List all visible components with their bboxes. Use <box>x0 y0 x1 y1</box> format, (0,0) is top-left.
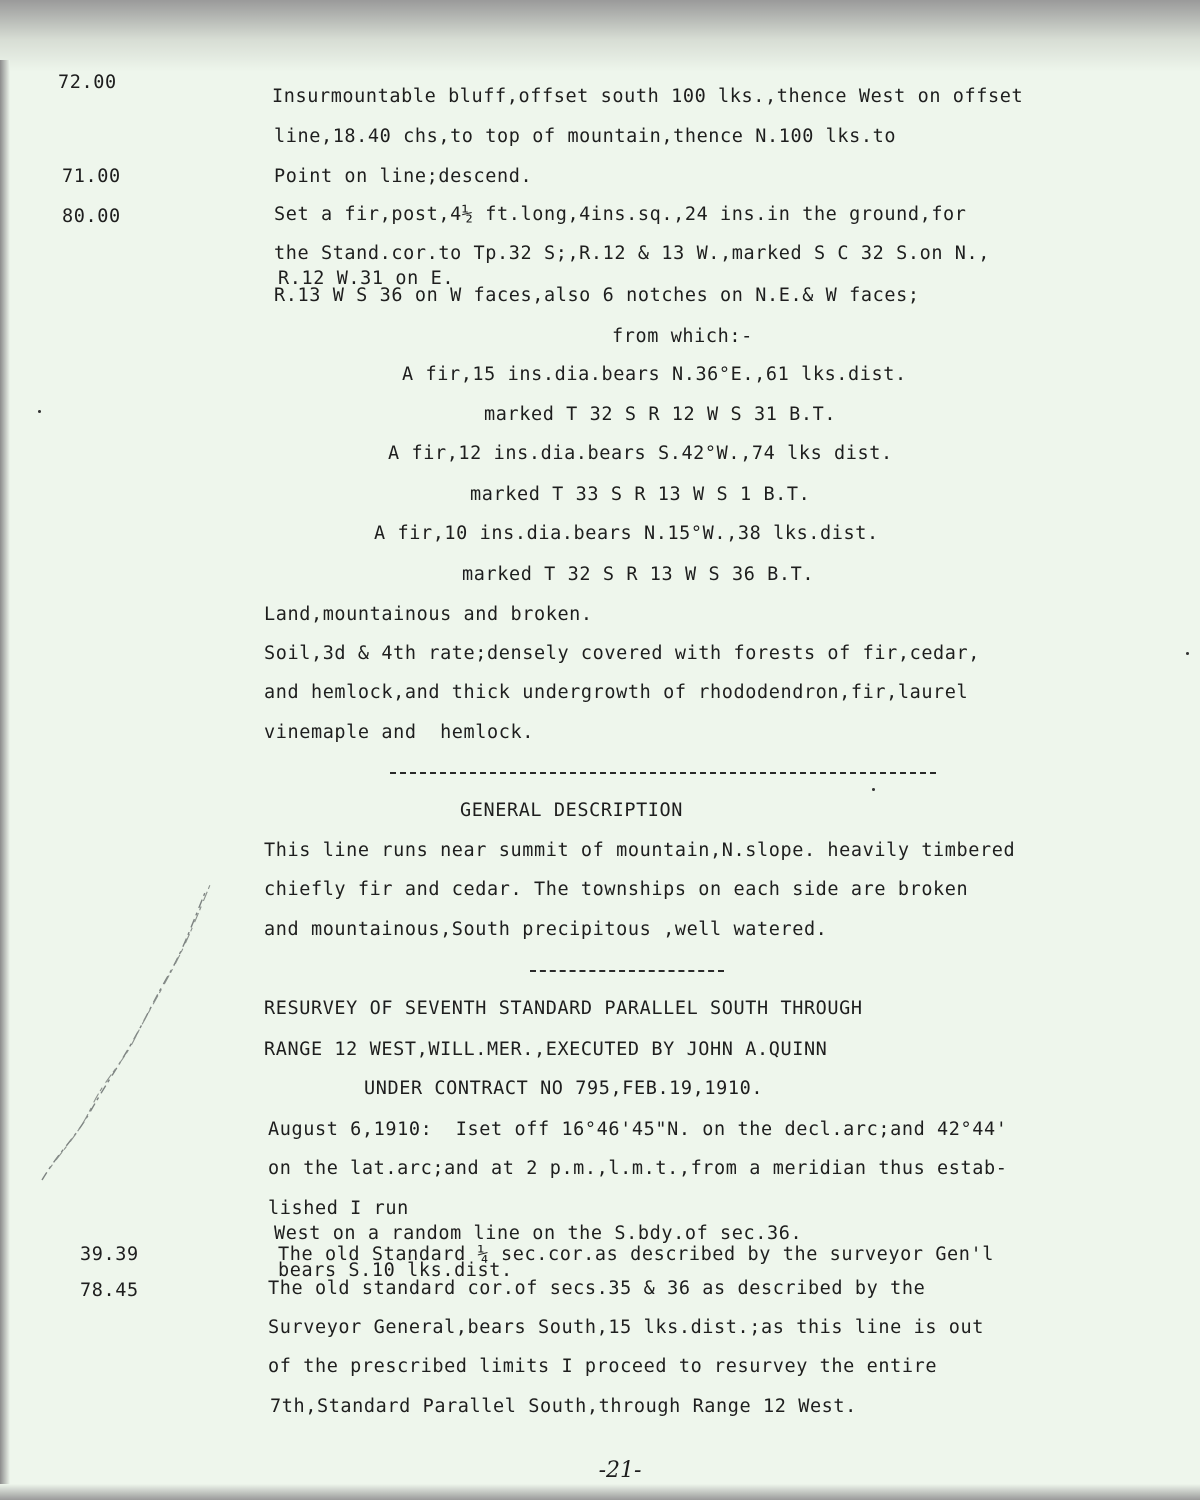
text-line: marked T 32 S R 12 W S 31 B.T. <box>484 404 837 425</box>
text-line: the Stand.cor.to Tp.32 S;,R.12 & 13 W.,marked S C 32 S.on N., <box>274 243 991 264</box>
ink-speck <box>38 410 41 413</box>
text-line: August 6,1910: Iset off 16°46'45"N. on the decl.arc;and 42°44' <box>268 1119 1008 1140</box>
margin-number-71: 71.00 <box>62 166 121 187</box>
text-line: marked T 33 S R 13 W S 1 B.T. <box>470 484 811 505</box>
text-line: 7th,Standard Parallel South,through Range 12 West. <box>270 1396 857 1417</box>
general-description-heading: GENERAL DESCRIPTION <box>460 800 684 821</box>
margin-number-78: 78.45 <box>80 1280 139 1301</box>
dashed-separator <box>390 772 936 774</box>
dashed-separator <box>530 970 724 972</box>
text-line: bears S.10 lks.dist. <box>278 1260 513 1281</box>
text-line: and mountainous,South precipitous ,well watered. <box>264 919 828 940</box>
text-line: chiefly fir and cedar. The townships on each side are broken <box>264 879 969 900</box>
text-line: Surveyor General,bears South,15 lks.dist.;as this line is out <box>268 1317 985 1338</box>
page-top-shadow <box>0 0 1200 72</box>
text-line: on the lat.arc;and at 2 p.m.,l.m.t.,from a meridian thus estab- <box>268 1158 1008 1179</box>
text-line: marked T 32 S R 13 W S 36 B.T. <box>462 564 815 585</box>
page-number: -21- <box>598 1458 642 1483</box>
text-line: A fir,12 ins.dia.bears S.42°W.,74 lks dist. <box>388 443 893 464</box>
page-left-shadow <box>0 60 10 1500</box>
text-line: R.13 W S 36 on W faces,also 6 notches on N.E.& W faces; <box>274 285 920 306</box>
ink-speck <box>872 788 875 791</box>
text-line: Land,mountainous and broken. <box>264 604 593 625</box>
margin-number-39: 39.39 <box>80 1244 139 1265</box>
text-line: Set a fir,post,4½ ft.long,4ins.sq.,24 ins.in the ground,for <box>274 204 967 225</box>
text-line: R.12 W.31 on E. <box>278 268 455 289</box>
text-line: Soil,3d & 4th rate;densely covered with forests of fir,cedar, <box>264 643 981 664</box>
resurvey-heading-line: RESURVEY OF SEVENTH STANDARD PARALLEL SOUTH THROUGH <box>264 998 863 1019</box>
text-line: from which:- <box>612 326 753 347</box>
text-line: The old Standard ¼ sec.cor.as described by the surveyor Gen'l <box>278 1244 995 1265</box>
margin-number-80: 80.00 <box>62 206 121 227</box>
text-line: The old standard cor.of secs.35 & 36 as described by the <box>268 1278 926 1299</box>
handwritten-margin-note <box>30 850 230 1190</box>
text-line: Insurmountable bluff,offset south 100 lks.,thence West on offset <box>272 86 1024 107</box>
text-line: and hemlock,and thick undergrowth of rhododendron,fir,laurel <box>264 682 969 703</box>
text-line: of the prescribed limits I proceed to resurvey the entire <box>268 1356 938 1377</box>
text-line: vinemaple and hemlock. <box>264 722 534 743</box>
text-line: A fir,15 ins.dia.bears N.36°E.,61 lks.dist. <box>402 364 907 385</box>
text-line: line,18.40 chs,to top of mountain,thence N.100 lks.to <box>274 126 897 147</box>
page-bottom-shadow <box>0 1484 1200 1500</box>
text-line: This line runs near summit of mountain,N.slope. heavily timbered <box>264 840 1016 861</box>
text-line: Point on line;descend. <box>274 166 533 187</box>
resurvey-heading-line: RANGE 12 WEST,WILL.MER.,EXECUTED BY JOHN A.QUINN <box>264 1039 828 1060</box>
text-line: A fir,10 ins.dia.bears N.15°W.,38 lks.dist. <box>374 523 879 544</box>
text-line: lished I run <box>268 1198 409 1219</box>
margin-number-72: 72.00 <box>58 72 117 93</box>
ink-speck <box>1186 652 1189 655</box>
text-line: West on a random line on the S.bdy.of sec.36. <box>274 1223 803 1244</box>
resurvey-heading-line: UNDER CONTRACT NO 795,FEB.19,1910. <box>364 1078 764 1099</box>
